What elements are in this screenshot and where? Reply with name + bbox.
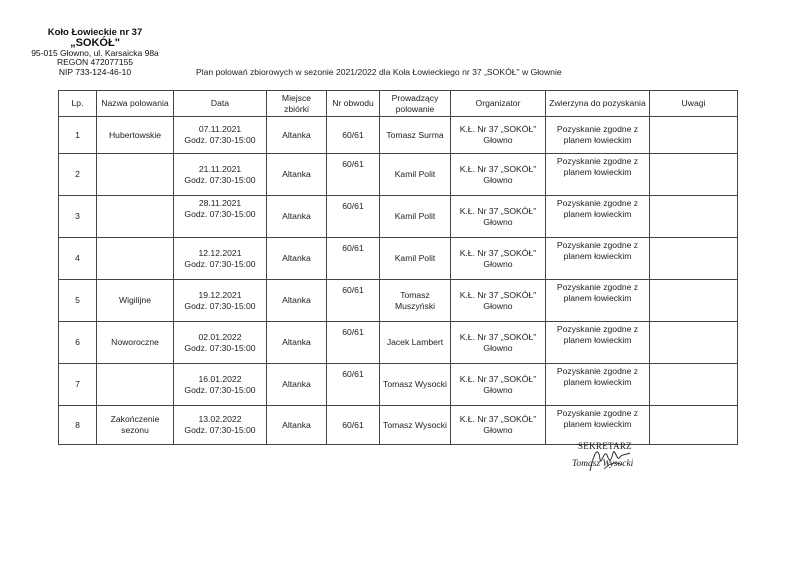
cell-date (174, 364, 267, 406)
cell-game: Pozyskanie zgodne z planem łowieckim (546, 322, 650, 364)
club-stamp (30, 28, 160, 77)
cell-place: Altanka (267, 196, 327, 238)
cell-leader: Tomasz Muszyński (380, 280, 451, 322)
cell-organizer: K.Ł. Nr 37 „SOKÓŁ" Głowno (451, 406, 546, 445)
club-address: 95-015 Głowno, ul. Karsaicka 98a (31, 47, 159, 58)
cell-date (174, 154, 267, 196)
table-row (59, 322, 738, 364)
club-name: Koło Łowieckie nr 37 (47, 27, 143, 38)
cell-organizer: K.Ł. Nr 37 „SOKÓŁ" Głowno (451, 322, 546, 364)
club-regon: REGON 472077155 (56, 57, 134, 67)
col-header-organizer: Organizator (451, 91, 546, 117)
table-row (59, 154, 738, 196)
cell-time-value: Godz. 07:30-15:00 (184, 135, 256, 145)
cell-district: 60/61 (327, 238, 380, 280)
cell-place: Altanka (267, 406, 327, 445)
cell-name: Noworoczne (97, 322, 174, 364)
cell-notes (650, 196, 738, 238)
col-header-place: Miejsce zbiórki (267, 91, 327, 117)
cell-date (174, 238, 267, 280)
cell-date-value: 07.11.2021 (198, 124, 242, 134)
cell-leader: Tomasz Wysocki (380, 364, 451, 406)
col-header-notes: Uwagi (650, 91, 738, 117)
cell-leader: Tomasz Surma (380, 117, 451, 154)
cell-place: Altanka (267, 238, 327, 280)
table-row (59, 280, 738, 322)
cell-notes (650, 322, 738, 364)
hunt-plan-table (58, 90, 738, 445)
cell-leader: Jacek Lambert (380, 322, 451, 364)
cell-lp: 5 (59, 280, 97, 322)
cell-leader: Kamil Polit (380, 154, 451, 196)
cell-date-value: 21.11.2021 (198, 163, 242, 174)
club-nip: NIP 733-124-46-10 (58, 66, 132, 77)
cell-name: Zakończenie sezonu (97, 406, 174, 445)
cell-notes (650, 117, 738, 154)
cell-name: Wigilijne (97, 280, 174, 322)
cell-notes (650, 280, 738, 322)
cell-time-value: Godz. 07:30-15:00 (184, 300, 256, 311)
table-row (59, 406, 738, 445)
cell-place: Altanka (267, 154, 327, 196)
cell-organizer: K.Ł. Nr 37 „SOKÓŁ" Głowno (451, 154, 546, 196)
cell-notes (650, 154, 738, 196)
cell-organizer: K.Ł. Nr 37 „SOKÓŁ" Głowno (451, 196, 546, 238)
cell-game: Pozyskanie zgodne z planem łowieckim (546, 238, 650, 280)
cell-lp: 8 (59, 406, 97, 445)
cell-time-value: Godz. 07:30-15:00 (184, 342, 256, 353)
cell-lp: 4 (59, 238, 97, 280)
cell-date (174, 280, 267, 322)
cell-place: Altanka (267, 117, 327, 154)
cell-district: 60/61 (327, 322, 380, 364)
cell-district: 60/61 (327, 280, 380, 322)
cell-place: Altanka (267, 322, 327, 364)
cell-notes (650, 238, 738, 280)
col-header-name: Nazwa polowania (97, 91, 174, 117)
col-header-game: Zwierzyna do pozyskania (546, 91, 650, 117)
cell-place: Altanka (267, 364, 327, 406)
cell-name (97, 196, 174, 238)
document-title: Plan polowań zbiorowych w sezonie 2021/2022 dla Koła Łowieckiego nr 37 „SOKÓŁ" w Głownie (196, 67, 562, 77)
signature-title: SEKRETARZ (578, 441, 632, 451)
col-header-date: Data (174, 91, 267, 117)
cell-district: 60/61 (327, 364, 380, 406)
cell-date-value: 28.11.2021 (198, 198, 242, 208)
col-header-district: Nr obwodu (327, 91, 380, 117)
cell-time-value: Godz. 07:30-15:00 (184, 174, 256, 185)
cell-time-value: Godz. 07:30-15:00 (184, 209, 256, 219)
cell-date (174, 117, 267, 154)
table-row (59, 238, 738, 280)
cell-district: 60/61 (327, 406, 380, 445)
cell-district: 60/61 (327, 117, 380, 154)
club-short-name: „SOKÓŁ" (70, 36, 120, 49)
cell-leader: Kamil Polit (380, 196, 451, 238)
cell-date (174, 406, 267, 445)
cell-notes (650, 364, 738, 406)
cell-date-value: 12.12.2021 (198, 247, 242, 258)
cell-name (97, 238, 174, 280)
cell-district: 60/61 (327, 154, 380, 196)
cell-date (174, 196, 267, 238)
cell-game: Pozyskanie zgodne z planem łowieckim (546, 406, 650, 445)
cell-organizer: K.Ł. Nr 37 „SOKÓŁ" Głowno (451, 280, 546, 322)
table-row (59, 364, 738, 406)
cell-date (174, 322, 267, 364)
cell-time-value: Godz. 07:30-15:00 (184, 425, 256, 435)
cell-lp: 7 (59, 364, 97, 406)
cell-lp: 6 (59, 322, 97, 364)
cell-lp: 3 (59, 196, 97, 238)
cell-game: Pozyskanie zgodne z planem łowieckim (546, 280, 650, 322)
cell-organizer: K.Ł. Nr 37 „SOKÓŁ" Głowno (451, 117, 546, 154)
col-header-leader: Prowadzący polowanie (380, 91, 451, 117)
cell-lp: 1 (59, 117, 97, 154)
cell-notes (650, 406, 738, 445)
cell-name (97, 364, 174, 406)
cell-game: Pozyskanie zgodne z planem łowieckim (546, 154, 650, 196)
cell-lp: 2 (59, 154, 97, 196)
cell-name (97, 154, 174, 196)
cell-game: Pozyskanie zgodne z planem łowieckim (546, 364, 650, 406)
cell-district: 60/61 (327, 196, 380, 238)
col-header-lp: Lp. (59, 91, 97, 117)
table-row (59, 117, 738, 154)
cell-leader: Tomasz Wysocki (380, 406, 451, 445)
cell-game: Pozyskanie zgodne z planem łowieckim (546, 196, 650, 238)
cell-organizer: K.Ł. Nr 37 „SOKÓŁ" Głowno (451, 364, 546, 406)
cell-date-value: 19.12.2021 (198, 289, 242, 300)
cell-date-value: 02.01.2022 (198, 331, 242, 342)
signature-name: Tomasz Wysocki (572, 459, 634, 469)
cell-time-value: Godz. 07:30-15:00 (184, 384, 256, 395)
cell-time-value: Godz. 07:30-15:00 (184, 258, 256, 269)
cell-organizer: K.Ł. Nr 37 „SOKÓŁ" Głowno (451, 238, 546, 280)
cell-game: Pozyskanie zgodne z planem łowieckim (546, 117, 650, 154)
table-header-row (59, 91, 738, 117)
cell-date-value: 13.02.2022 (198, 414, 242, 424)
cell-leader: Kamil Polit (380, 238, 451, 280)
table-row (59, 196, 738, 238)
cell-name: Hubertowskie (97, 117, 174, 154)
cell-date-value: 16.01.2022 (198, 373, 242, 384)
cell-place: Altanka (267, 280, 327, 322)
